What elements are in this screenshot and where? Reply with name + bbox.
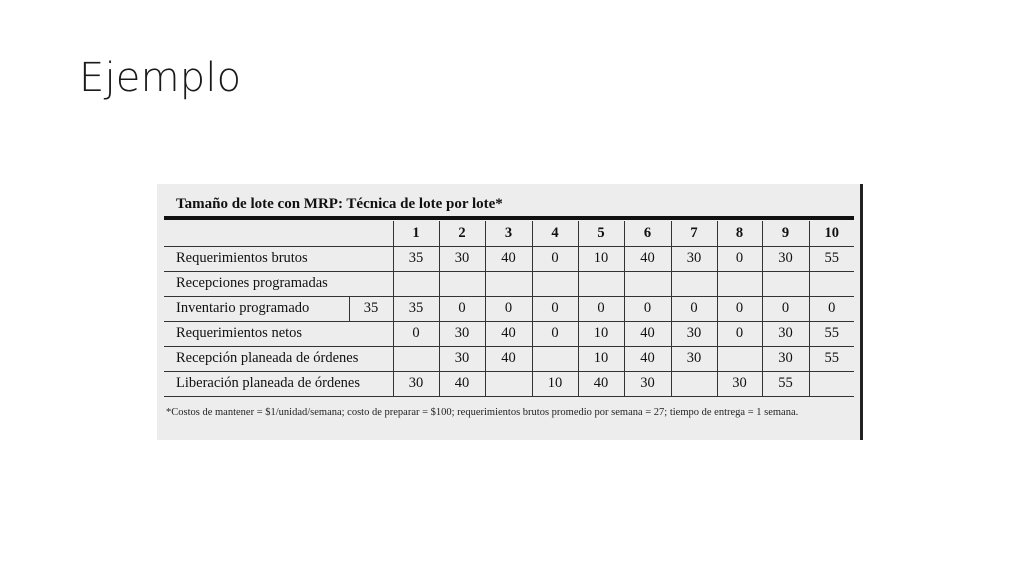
- value-cell: 0: [532, 296, 578, 321]
- value-cell: 0: [532, 246, 578, 271]
- value-cell: 40: [439, 371, 485, 396]
- value-cell: 10: [532, 371, 578, 396]
- value-cell: 0: [762, 296, 809, 321]
- period-header-cell: 4: [532, 221, 578, 246]
- value-cell: [439, 271, 485, 296]
- value-cell: 30: [671, 246, 717, 271]
- table-row: [164, 321, 854, 346]
- table-row: [164, 346, 854, 371]
- value-cell: [762, 271, 809, 296]
- value-cell: [485, 371, 532, 396]
- value-cell: [809, 371, 854, 396]
- value-cell: 30: [439, 321, 485, 346]
- period-header-cell: 8: [717, 221, 762, 246]
- value-cell: 30: [671, 321, 717, 346]
- value-cell: [578, 271, 624, 296]
- value-cell: 0: [717, 321, 762, 346]
- period-header-cell: 2: [439, 221, 485, 246]
- value-cell: 0: [578, 296, 624, 321]
- period-header-cell: 5: [578, 221, 624, 246]
- value-cell: 30: [393, 371, 439, 396]
- value-cell: [809, 271, 854, 296]
- table-row: [164, 296, 854, 321]
- value-cell: 30: [717, 371, 762, 396]
- row-label: Requerimientos brutos: [164, 246, 393, 271]
- period-header-cell: 9: [762, 221, 809, 246]
- value-cell: [393, 346, 439, 371]
- value-cell: [393, 271, 439, 296]
- value-cell: [624, 271, 671, 296]
- period-header-cell: 7: [671, 221, 717, 246]
- value-cell: 40: [624, 346, 671, 371]
- value-cell: 30: [762, 346, 809, 371]
- value-cell: 0: [671, 296, 717, 321]
- value-cell: [532, 346, 578, 371]
- value-cell: [671, 271, 717, 296]
- value-cell: 30: [439, 246, 485, 271]
- initial-inventory-cell: 35: [349, 296, 393, 321]
- value-cell: 40: [485, 246, 532, 271]
- table-row: [164, 246, 854, 271]
- value-cell: [717, 271, 762, 296]
- value-cell: 10: [578, 246, 624, 271]
- row-label: Liberación planeada de órdenes: [164, 371, 393, 396]
- value-cell: 30: [624, 371, 671, 396]
- value-cell: 30: [762, 246, 809, 271]
- value-cell: [485, 271, 532, 296]
- period-header-cell: 6: [624, 221, 671, 246]
- row-label: Inventario programado: [164, 296, 349, 321]
- value-cell: 0: [717, 246, 762, 271]
- period-header-cell: 3: [485, 221, 532, 246]
- value-cell: [671, 371, 717, 396]
- value-cell: 40: [485, 346, 532, 371]
- value-cell: 30: [762, 321, 809, 346]
- period-header-row: [164, 221, 854, 246]
- value-cell: 0: [485, 296, 532, 321]
- value-cell: 30: [439, 346, 485, 371]
- value-cell: [532, 271, 578, 296]
- period-header-cell: 1: [393, 221, 439, 246]
- value-cell: 0: [393, 321, 439, 346]
- value-cell: [717, 346, 762, 371]
- value-cell: 0: [809, 296, 854, 321]
- table-row: [164, 371, 854, 396]
- value-cell: 55: [809, 321, 854, 346]
- period-header-cell: 10: [809, 221, 854, 246]
- value-cell: 35: [393, 296, 439, 321]
- slide-title: Ejemplo: [79, 55, 242, 101]
- value-cell: 0: [439, 296, 485, 321]
- value-cell: 0: [717, 296, 762, 321]
- mrp-table-figure: [157, 184, 863, 440]
- row-label: Recepción planeada de órdenes: [164, 346, 393, 371]
- value-cell: 40: [624, 246, 671, 271]
- table-row: [164, 271, 854, 296]
- row-label: Recepciones programadas: [164, 271, 393, 296]
- value-cell: 10: [578, 346, 624, 371]
- value-cell: 55: [762, 371, 809, 396]
- table-footnote: *Costos de mantener = $1/unidad/semana; costo de preparar = $100; requerimientos brutos promedio por semana = 27; tiempo de entrega = 1 semana.: [166, 407, 799, 418]
- value-cell: 10: [578, 321, 624, 346]
- mrp-table: [164, 221, 854, 397]
- table-title: Tamaño de lote con MRP: Técnica de lote por lote*: [176, 196, 503, 212]
- row-label: Requerimientos netos: [164, 321, 393, 346]
- value-cell: 40: [578, 371, 624, 396]
- title-rule: [164, 216, 854, 220]
- value-cell: 55: [809, 246, 854, 271]
- header-blank-cell: [164, 221, 393, 246]
- value-cell: 35: [393, 246, 439, 271]
- value-cell: 0: [532, 321, 578, 346]
- value-cell: 30: [671, 346, 717, 371]
- value-cell: 55: [809, 346, 854, 371]
- value-cell: 0: [624, 296, 671, 321]
- value-cell: 40: [624, 321, 671, 346]
- value-cell: 40: [485, 321, 532, 346]
